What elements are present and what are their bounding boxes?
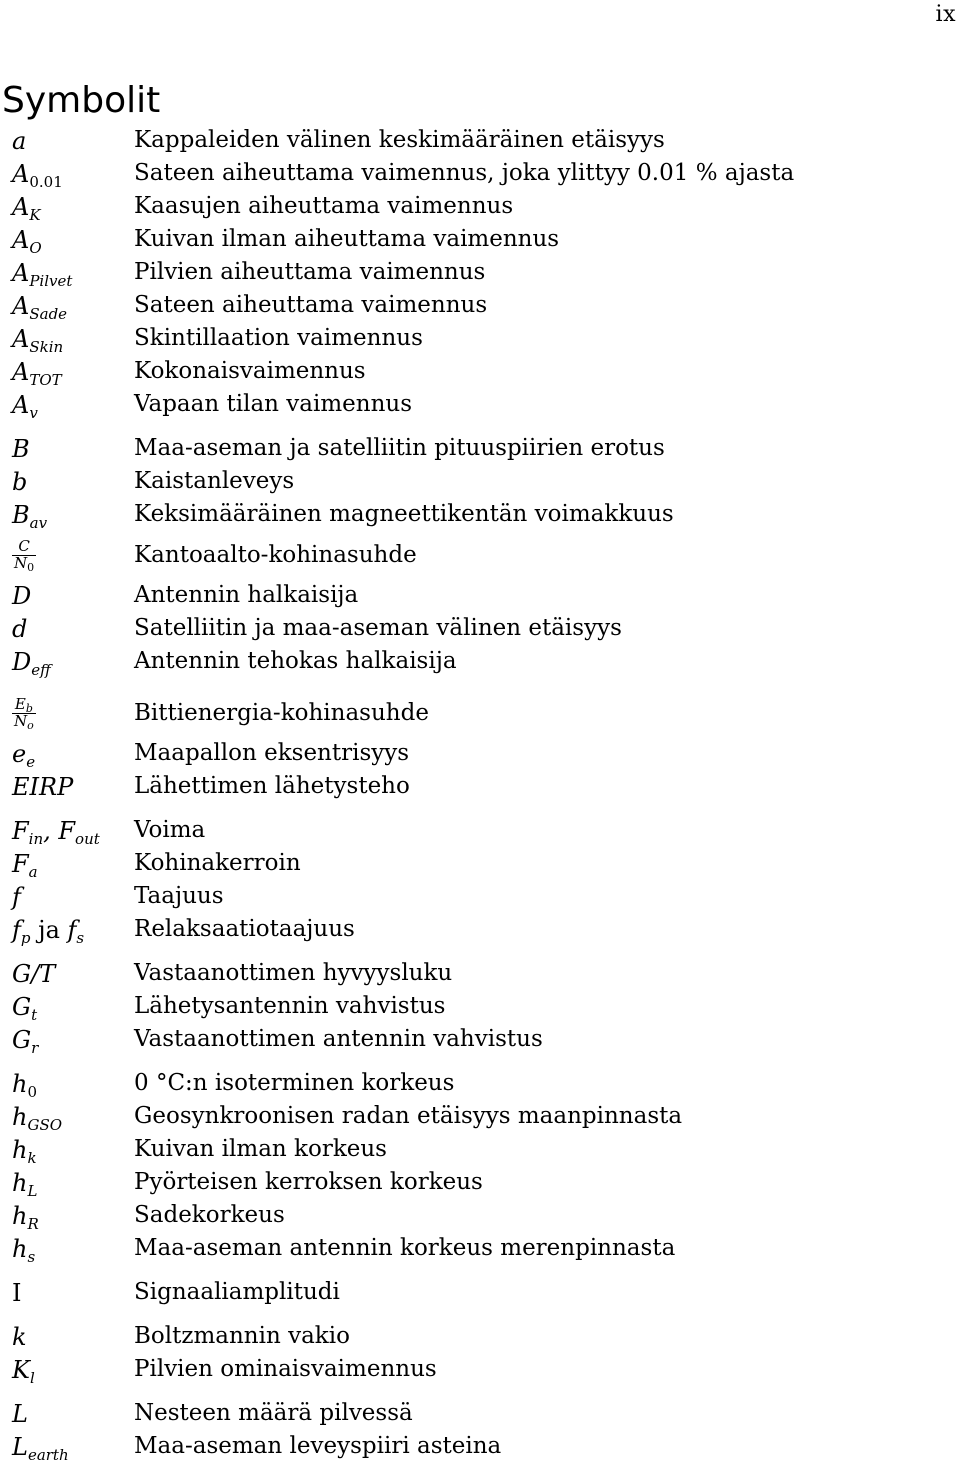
symbol-main: I <box>12 1278 22 1307</box>
symbol-main: A <box>12 258 30 287</box>
symbol-row <box>12 913 952 946</box>
symbol-row <box>12 432 952 465</box>
symbol-subscript: s <box>27 1247 36 1266</box>
symbol-subscript: in <box>28 829 44 848</box>
symbol-row <box>12 1023 952 1056</box>
symbol-row <box>12 1199 952 1232</box>
symbol-main: a <box>12 126 27 155</box>
symbol <box>12 1399 134 1428</box>
symbol-main: EIRP <box>12 772 74 801</box>
symbol <box>12 1278 134 1307</box>
symbol-main: d <box>12 614 28 643</box>
symbol-main: A <box>12 324 30 353</box>
symbol-subscript: L <box>27 1181 38 1200</box>
symbol-subscript: a <box>28 862 38 881</box>
symbol-description: Taajuus <box>134 883 224 909</box>
symbol-main: L <box>12 1432 28 1461</box>
symbol-main: G <box>12 992 32 1021</box>
symbol-group <box>12 957 952 1056</box>
symbol <box>12 1355 134 1387</box>
symbol-row <box>12 223 952 256</box>
symbol-subscript: eff <box>31 660 51 679</box>
symbol-description: Kohinakerroin <box>134 850 301 876</box>
symbol-description: Kokonaisvaimennus <box>134 358 366 384</box>
symbol-subscript: Skin <box>29 337 64 356</box>
symbol-row <box>12 1430 952 1463</box>
symbol-description: Bittienergia-kohinasuhde <box>134 699 429 726</box>
symbol-main: h <box>12 1135 28 1164</box>
symbol-subscript: 0 <box>27 1082 38 1101</box>
symbol-main: A <box>12 159 30 188</box>
symbol <box>12 647 134 679</box>
symbol-subscript: t <box>31 1005 38 1024</box>
symbol-description: Sateen aiheuttama vaimennus <box>134 292 488 318</box>
symbol-row <box>12 1166 952 1199</box>
symbol <box>12 1234 134 1266</box>
symbol-group <box>12 1397 952 1463</box>
symbol-main: D <box>12 581 32 610</box>
symbol-description: Pilvien ominaisvaimennus <box>134 1356 437 1382</box>
symbol-row <box>12 737 952 770</box>
symbol-row <box>12 1397 952 1430</box>
symbol-joiner: ja <box>30 915 68 944</box>
symbol <box>12 434 134 463</box>
symbol-main: G/T <box>12 959 56 988</box>
symbol-main: D <box>12 647 32 676</box>
symbol-row <box>12 957 952 990</box>
symbol-description: Pilvien aiheuttama vaimennus <box>134 259 486 285</box>
symbol-description: Kuivan ilman korkeus <box>134 1136 387 1162</box>
symbol-subscript: e <box>26 752 36 771</box>
symbol-fraction <box>12 694 36 732</box>
symbol <box>12 849 134 881</box>
symbol <box>12 1069 134 1101</box>
symbol-main: f <box>12 882 21 911</box>
page-title: Symbolit <box>2 80 161 122</box>
symbol-description: Kaasujen aiheuttama vaimennus <box>134 193 514 219</box>
symbol-description: Keksimääräinen magneettikentän voimakkuus <box>134 501 674 527</box>
symbol-main: A <box>12 357 30 386</box>
symbol-main: A <box>12 225 30 254</box>
symbol <box>12 992 134 1024</box>
symbol-description: Boltzmannin vakio <box>134 1323 350 1349</box>
symbol-main: h <box>12 1234 28 1263</box>
symbol-row <box>12 770 952 803</box>
symbol <box>12 1322 134 1351</box>
symbol-description: Geosynkroonisen radan etäisyys maanpinnasta <box>134 1103 683 1129</box>
symbol-description: Vastaanottimen hyvyysluku <box>134 960 453 986</box>
symbol <box>12 915 134 947</box>
symbol-main: L <box>12 1399 28 1428</box>
symbol-main: K <box>12 1355 30 1384</box>
symbol-description: Vastaanottimen antennin vahvistus <box>134 1026 543 1052</box>
symbol-description: Kuivan ilman aiheuttama vaimennus <box>134 226 560 252</box>
symbol <box>12 816 134 848</box>
symbol-description: Vapaan tilan vaimennus <box>134 391 412 417</box>
symbol-subscript: Sade <box>29 304 68 323</box>
symbol-row <box>12 157 952 190</box>
symbol-main: b <box>12 467 28 496</box>
symbol-group <box>12 432 952 678</box>
symbol-description: 0 °C:n isoterminen korkeus <box>134 1070 455 1096</box>
symbol-main: F <box>12 849 29 878</box>
fraction-numerator: C <box>18 536 30 555</box>
symbol-description: Sateen aiheuttama vaimennus, joka ylittyy 0.01 % ajasta <box>134 160 795 186</box>
symbol <box>12 694 134 732</box>
symbol-subscript: l <box>29 1368 35 1387</box>
symbol-main: A <box>12 390 30 419</box>
symbol <box>12 500 134 532</box>
symbol-description: Pyörteisen kerroksen korkeus <box>134 1169 483 1195</box>
symbol <box>12 959 134 988</box>
fraction-denominator-subscript: 0 <box>27 560 35 574</box>
symbol <box>12 1135 134 1167</box>
symbol-row <box>12 1100 952 1133</box>
symbol <box>12 126 134 155</box>
symbol-list <box>12 124 952 1474</box>
symbol-main: h <box>12 1201 28 1230</box>
symbol <box>12 614 134 643</box>
symbol-secondary-subscript: out <box>75 829 100 848</box>
symbol <box>12 390 134 422</box>
symbol-group <box>12 1067 952 1265</box>
symbol-main: F <box>12 816 29 845</box>
symbol-description: Maa-aseman antennin korkeus merenpinnasta <box>134 1235 676 1261</box>
symbol-description: Skintillaation vaimennus <box>134 325 423 351</box>
symbol-secondary-subscript: s <box>76 928 85 947</box>
symbol-row <box>12 355 952 388</box>
symbol-group <box>12 814 952 946</box>
symbol-subscript: Pilvet <box>29 271 73 290</box>
symbol <box>12 882 134 911</box>
symbol-description: Maapallon eksentrisyys <box>134 740 410 766</box>
symbol-main: f <box>12 915 21 944</box>
page-number: ix <box>935 2 956 27</box>
symbol-row <box>12 322 952 355</box>
symbol-row <box>12 1276 952 1309</box>
symbol-main: h <box>12 1168 28 1197</box>
symbol-row <box>12 645 952 678</box>
symbol <box>12 1201 134 1233</box>
symbol-row <box>12 531 952 579</box>
symbol-main: A <box>12 291 30 320</box>
symbol-group <box>12 1320 952 1386</box>
symbol-row <box>12 498 952 531</box>
fraction-numerator-subscript: b <box>25 701 33 715</box>
symbol-secondary: , F <box>43 816 76 845</box>
symbol <box>12 159 134 191</box>
symbol <box>12 772 134 801</box>
symbol-main: G <box>12 1025 32 1054</box>
symbol-main: h <box>12 1069 28 1098</box>
symbol-row <box>12 1353 952 1386</box>
symbol-row <box>12 289 952 322</box>
symbol-row <box>12 256 952 289</box>
symbol-group <box>12 1276 952 1309</box>
symbol-main: k <box>12 1322 27 1351</box>
symbol-row <box>12 1320 952 1353</box>
symbol <box>12 324 134 356</box>
symbol-row <box>12 847 952 880</box>
symbol-subscript: K <box>29 205 41 224</box>
symbol-fraction <box>12 536 36 574</box>
symbol-description: Kaistanleveys <box>134 468 295 494</box>
symbol-row <box>12 465 952 498</box>
symbol <box>12 1168 134 1200</box>
symbol <box>12 1025 134 1057</box>
symbol-description: Voima <box>134 817 206 843</box>
symbol-description: Maa-aseman leveyspiiri asteina <box>134 1433 502 1459</box>
symbol-description: Signaaliamplitudi <box>134 1279 340 1305</box>
symbol-main: B <box>12 500 30 529</box>
symbol-row <box>12 612 952 645</box>
symbol-row <box>12 689 952 737</box>
symbol <box>12 536 134 574</box>
symbol-description: Antennin tehokas halkaisija <box>134 648 457 674</box>
symbol-subscript: earth <box>27 1445 69 1464</box>
symbol <box>12 1432 134 1464</box>
symbol-row <box>12 880 952 913</box>
symbol-row <box>12 1232 952 1265</box>
symbol-subscript: TOT <box>29 370 62 389</box>
symbol-row <box>12 579 952 612</box>
symbol <box>12 357 134 389</box>
symbol-row <box>12 814 952 847</box>
fraction-denominator: $N_o$ <box>14 711 34 732</box>
symbol-row <box>12 124 952 157</box>
symbol-subscript: v <box>29 403 38 422</box>
symbol <box>12 258 134 290</box>
symbol-main: e <box>12 739 27 768</box>
symbol-description: Satelliitin ja maa-aseman välinen etäisyys <box>134 615 622 641</box>
symbol-subscript: R <box>27 1214 39 1233</box>
symbol <box>12 291 134 323</box>
symbol-subscript: p <box>20 928 31 947</box>
symbol-description: Nesteen määrä pilvessä <box>134 1400 413 1426</box>
symbol-group <box>12 689 952 803</box>
symbol <box>12 467 134 496</box>
symbol-row <box>12 388 952 421</box>
symbol-row <box>12 990 952 1023</box>
symbol-subscript: k <box>27 1148 37 1167</box>
symbol-description: Kantoaalto-kohinasuhde <box>134 541 417 568</box>
symbol-main: h <box>12 1102 28 1131</box>
symbol-row <box>12 1067 952 1100</box>
symbol <box>12 739 134 771</box>
fraction-denominator-subscript: o <box>27 718 34 732</box>
symbol <box>12 1102 134 1134</box>
fraction-numerator: $E_b$ <box>14 694 33 715</box>
symbol-description: Lähetysantennin vahvistus <box>134 993 446 1019</box>
symbol-description: Antennin halkaisija <box>134 582 359 608</box>
symbol-subscript: 0.01 <box>29 172 63 191</box>
symbol-subscript: GSO <box>27 1115 63 1134</box>
symbol-group <box>12 124 952 421</box>
symbol-main: A <box>12 192 30 221</box>
symbol-description: Lähettimen lähetysteho <box>134 773 410 799</box>
symbol-subscript: av <box>29 513 48 532</box>
symbol-subscript: r <box>31 1038 39 1057</box>
symbol-main: B <box>12 434 30 463</box>
fraction-denominator: $N_0$ <box>14 553 35 574</box>
symbol-description: Relaksaatiotaajuus <box>134 916 355 942</box>
symbol <box>12 225 134 257</box>
symbol-secondary: f <box>67 915 77 944</box>
symbol <box>12 192 134 224</box>
symbol <box>12 581 134 610</box>
symbol-subscript: O <box>29 238 42 257</box>
symbol-description: Maa-aseman ja satelliitin pituuspiirien erotus <box>134 435 665 461</box>
symbol-description: Kappaleiden välinen keskimääräinen etäisyys <box>134 127 665 153</box>
symbol-row <box>12 190 952 223</box>
symbol-description: Sadekorkeus <box>134 1202 285 1228</box>
symbol-row <box>12 1133 952 1166</box>
